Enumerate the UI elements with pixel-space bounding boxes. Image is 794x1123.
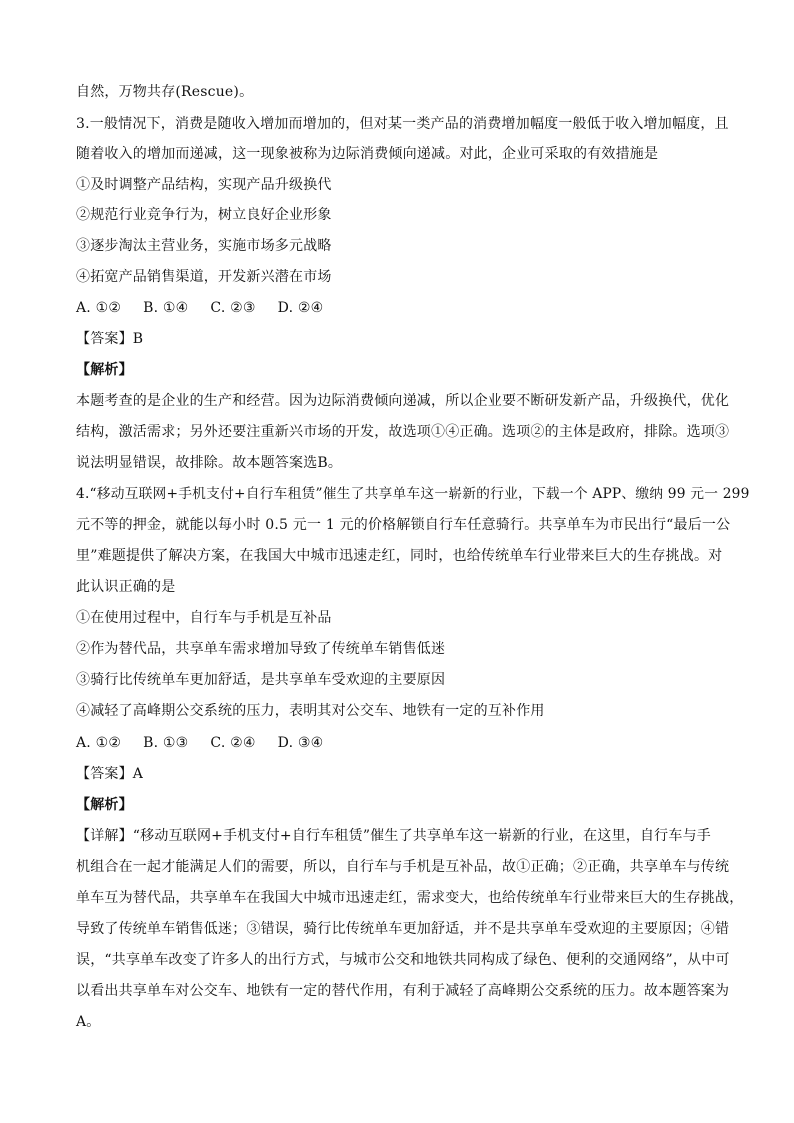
q3-item-1: ①及时调整产品结构，实现产品升级换代: [76, 177, 332, 193]
q4-detail-line-3: 单车互为替代品，共享单车在我国大中城市迅速走红，需求变大，也给传统单车行业带来巨大的生存挑战，: [76, 890, 744, 906]
q3-option-d: D. ②④: [277, 300, 324, 316]
q4-detail-line-4: 导致了传统单车销售低迷；③错误，骑行比传统单车更加舒适，并不是共享单车受欢迎的主要原因；④错: [76, 921, 730, 937]
q4-item-4: ④减轻了高峰期公交系统的压力，表明其对公交车、地铁有一定的互补作用: [76, 703, 545, 719]
q4-option-d: D. ③④: [277, 735, 324, 751]
q4-stem-line-4: 此认识正确的是: [76, 579, 176, 595]
q4-detail-line-7: A。: [76, 1014, 101, 1030]
q3-options: [76, 298, 345, 318]
q3-option-c: C. ②③: [210, 300, 256, 316]
q4-item-3: ③骑行比传统单车更加舒适，是共享单车受欢迎的主要原因: [76, 672, 446, 688]
q4-options: [76, 733, 345, 753]
q3-answer: 【答案】B: [76, 331, 144, 347]
q4-detail-line-1: 【详解】“移动互联网+手机支付+自行车租赁”催生了共享单车这一崭新的行业，在这里，自行车与手: [76, 828, 711, 844]
q4-stem-line-2: 元不等的押金，就能以每小时 0.5 元一 1 元的价格解锁自行车任意骑行。共享单车为市民出行“最后一公: [76, 517, 731, 533]
q4-option-a: A. ①②: [76, 735, 122, 751]
q3-stem-line-2: 随着收入的增加而递减，这一现象被称为边际消费倾向递减。对此，企业可采取的有效措施是: [76, 146, 659, 162]
q3-item-4: ④拓宽产品销售渠道，开发新兴潜在市场: [76, 269, 332, 285]
q3-analysis-line-2: 结构，激活需求；另外还要注重新兴市场的开发，故选项①④正确。选项②的主体是政府，排除。选项③: [76, 424, 730, 440]
q3-stem-line-1: 3.一般情况下，消费是随收入增加而增加的，但对某一类产品的消费增加幅度一般低于收入增加幅度，且: [76, 116, 729, 132]
q4-option-c: C. ②④: [210, 735, 256, 751]
q4-detail-line-6: 以看出共享单车对公交车、地铁有一定的替代作用，有利于减轻了高峰期公交系统的压力。故本题答案为: [76, 983, 730, 999]
q3-analysis-line-3: 说法明显错误，故排除。故本题答案选B。: [76, 455, 343, 471]
q4-analysis-label: 【解析】: [76, 797, 133, 813]
q4-item-2: ②作为替代品，共享单车需求增加导致了传统单车销售低迷: [76, 641, 446, 657]
q4-stem-line-1: 4.“移动互联网+手机支付+自行车租赁”催生了共享单车这一崭新的行业，下载一个 APP、缴纳 99 元一 299: [76, 486, 750, 502]
q3-analysis-label: 【解析】: [76, 362, 133, 378]
q3-option-a: A. ①②: [76, 300, 122, 316]
q3-analysis-line-1: 本题考查的是企业的生产和经营。因为边际消费倾向递减，所以企业要不断研发新产品，升级换代，优化: [76, 393, 730, 409]
intro-line: 自然，万物共存(Rescue)。: [76, 84, 254, 100]
q3-item-3: ③逐步淘汰主营业务，实施市场多元战略: [76, 238, 332, 254]
q4-stem-line-3: 里”难题提供了解决方案，在我国大中城市迅速走红，同时，也给传统单车行业带来巨大的生存挑战。对: [76, 548, 723, 564]
q4-detail-line-5: 误，“共享单车改变了许多人的出行方式，与城市公交和地铁共同构成了绿色、便利的交通网络”，从中可: [76, 952, 730, 968]
q4-option-b: B. ①③: [143, 735, 189, 751]
q3-item-2: ②规范行业竞争行为，树立良好企业形象: [76, 207, 332, 223]
q4-detail-line-2: 机组合在一起才能满足人们的需要，所以，自行车与手机是互补品，故①正确；②正确，共享单车与传统: [76, 859, 730, 875]
q4-answer: 【答案】A: [76, 766, 144, 782]
q4-item-1: ①在使用过程中，自行车与手机是互补品: [76, 610, 332, 626]
q3-option-b: B. ①④: [143, 300, 189, 316]
